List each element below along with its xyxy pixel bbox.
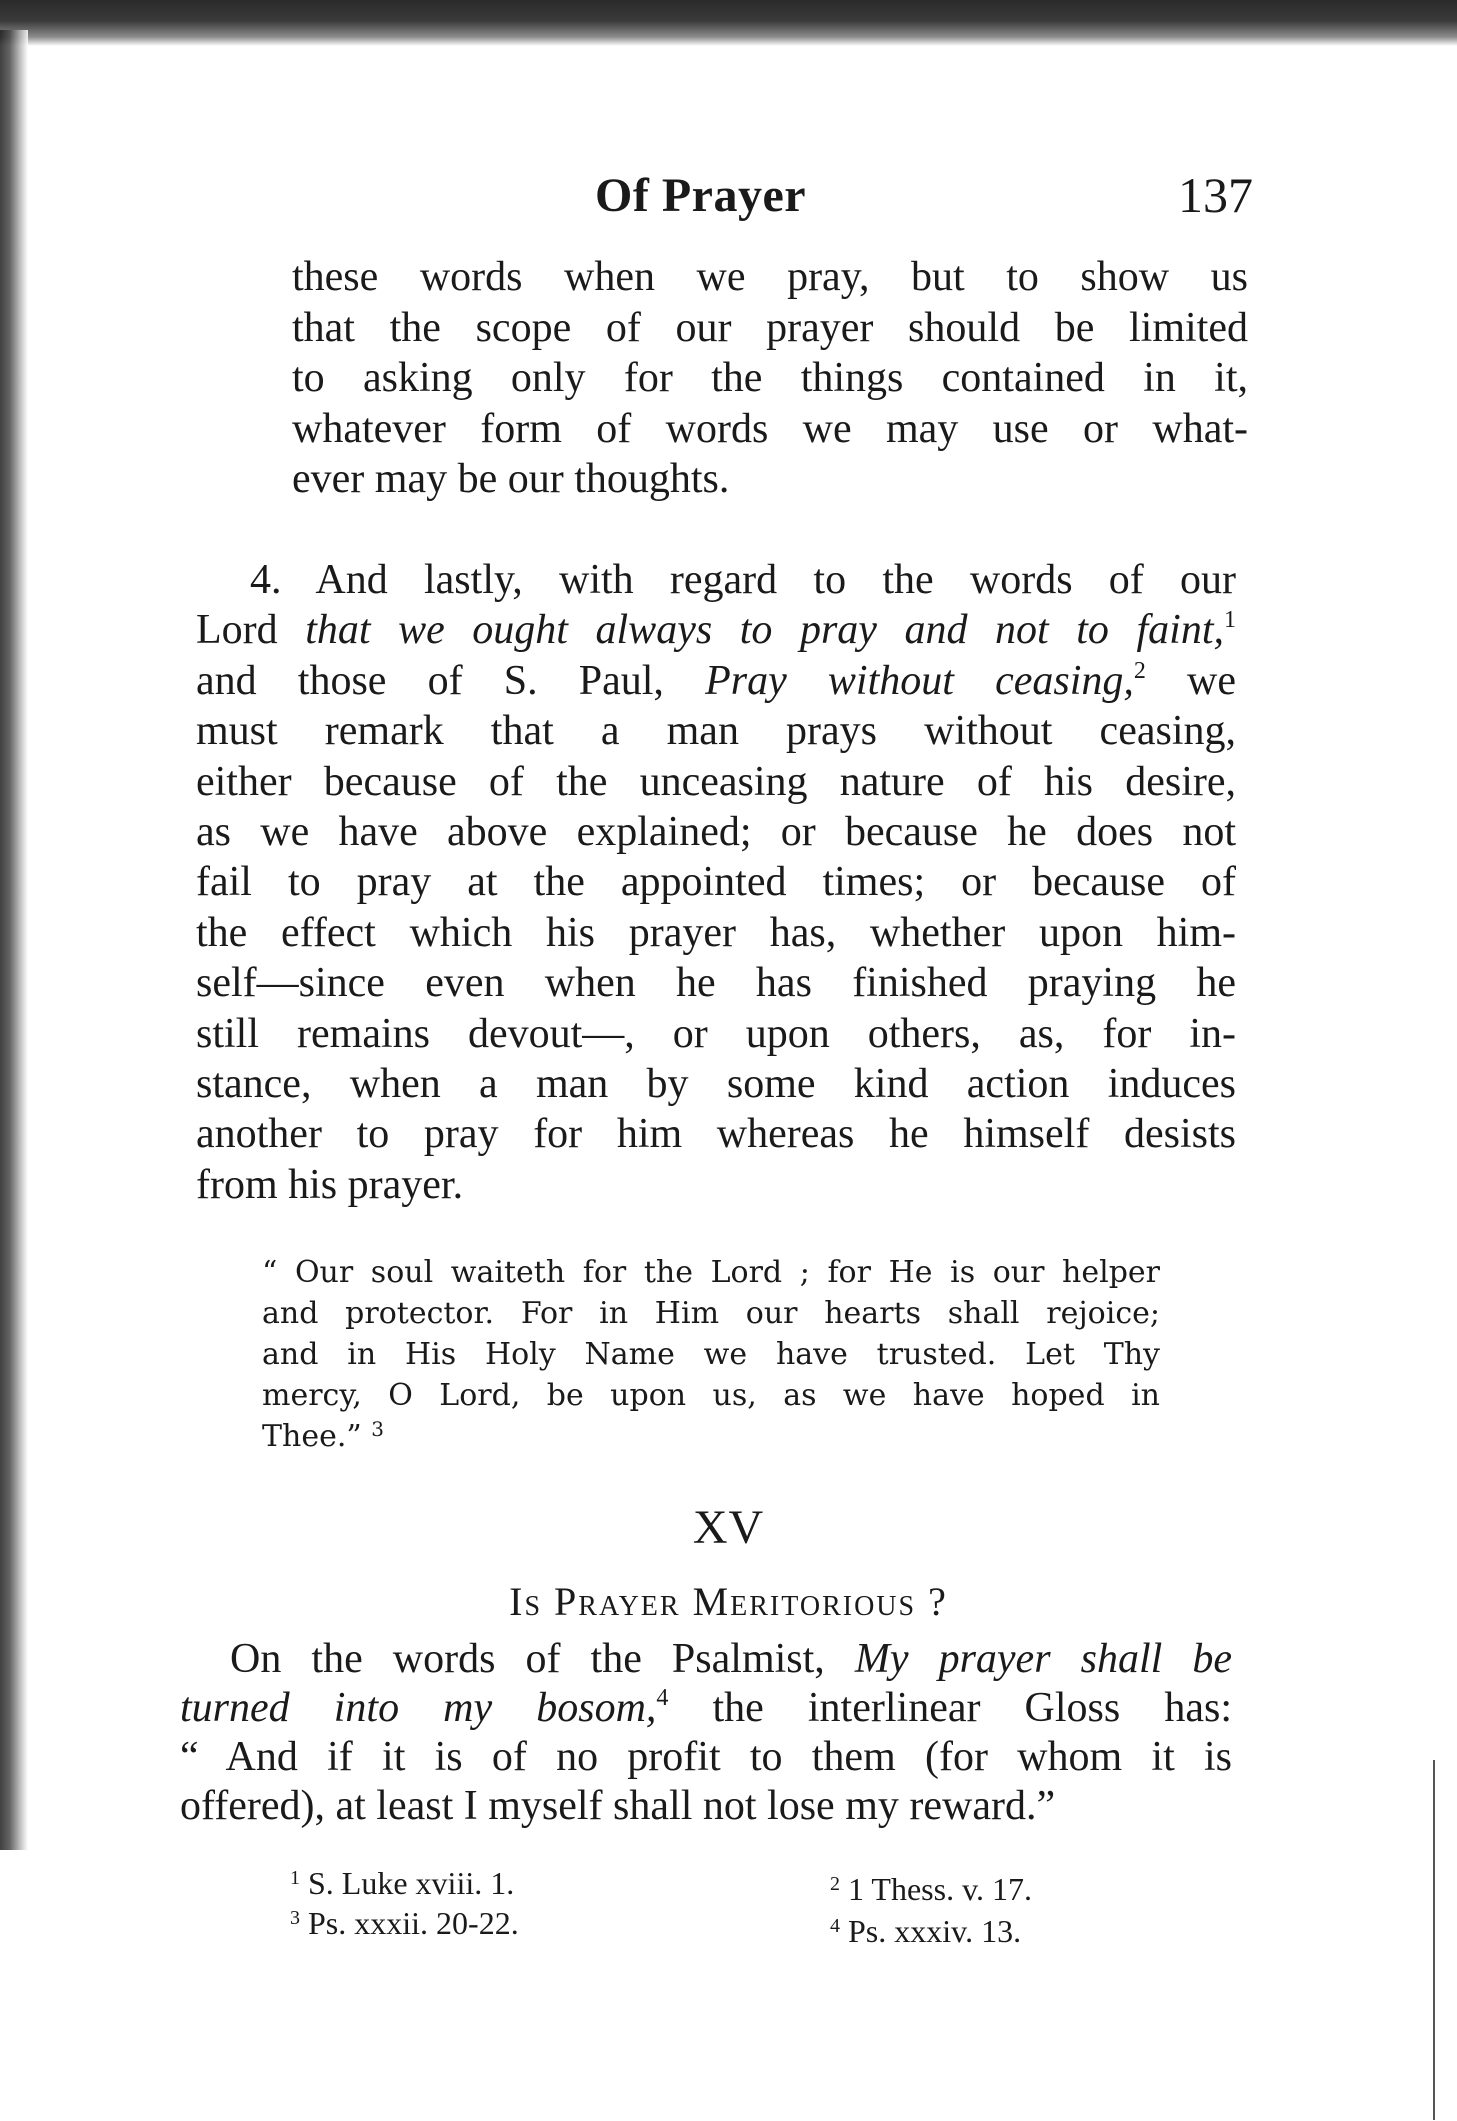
text-span: and those of S. Paul, — [196, 657, 706, 704]
footnote-3 — [290, 1898, 519, 1943]
paragraph-point-four — [196, 555, 1236, 1210]
text-span: we — [1145, 657, 1237, 704]
quote-line: and in His Holy Name we have trusted. Let Thy — [262, 1337, 1160, 1372]
text-line: offered), at least I myself shall not lose my reward.” — [180, 1783, 1056, 1829]
italic-quotation: Pray without ceasing, — [705, 657, 1134, 704]
text-line — [196, 656, 1236, 706]
quote-line: “ Our soul waiteth for the Lord ; for He is our helper — [262, 1255, 1160, 1290]
footnote-ref: 4 — [656, 1685, 669, 1711]
text-span: the interlinear Gloss has: — [668, 1685, 1232, 1731]
text-line: self—since even when he has finished praying he — [196, 960, 1236, 1007]
footnote-number: 2 — [830, 1873, 840, 1895]
section-title: Is Prayer Meritorious ? — [509, 1579, 948, 1624]
paragraph-section-xv — [180, 1635, 1232, 1831]
running-title: Of Prayer — [595, 169, 807, 222]
text-line: stance, when a man by some kind action induces — [196, 1061, 1236, 1108]
footnote-text: 1 Thess. v. 17. — [848, 1871, 1032, 1907]
section-number: XV — [692, 1501, 765, 1554]
footnote-ref: 1 — [1223, 607, 1236, 634]
quote-line: mercy, O Lord, be upon us, as we have hoped in — [262, 1378, 1160, 1413]
text-line: must remark that a man prays without ceasing, — [196, 708, 1236, 755]
footnote-ref: 2 — [1133, 657, 1146, 684]
text-line — [180, 1684, 1232, 1733]
text-line: these words when we pray, but to show us — [292, 254, 1248, 300]
footnotes — [290, 1858, 1150, 1948]
footnote-4 — [830, 1906, 1021, 1951]
text-line — [196, 605, 1236, 655]
text-line: still remains devout—, or upon others, as, for in- — [196, 1010, 1236, 1057]
text-span: Lord — [196, 607, 306, 654]
italic-quotation: that we ought always to pray and not to faint, — [305, 607, 1224, 654]
text-line — [180, 1635, 1232, 1684]
footnote-2 — [830, 1864, 1032, 1909]
text-line: as we have above explained; or because he does not — [196, 809, 1236, 856]
page-number: 137 — [1178, 167, 1253, 223]
text-line: ever may be our thoughts. — [292, 456, 730, 502]
footnote-number: 3 — [290, 1907, 300, 1929]
footnote-number: 1 — [290, 1867, 300, 1889]
footnote-text: S. Luke xviii. 1. — [308, 1865, 515, 1901]
paragraph-continuation — [292, 252, 1248, 505]
text-line: the effect which his prayer has, whether upon him- — [196, 909, 1236, 956]
text-line: from his prayer. — [196, 1161, 464, 1208]
quote-line: and protector. For in Him our hearts shall rejoice; — [262, 1296, 1160, 1331]
footnote-1 — [290, 1858, 514, 1903]
footnote-text: Ps. xxxii. 20-22. — [308, 1905, 519, 1941]
text-line: to asking only for the things contained in it, — [292, 355, 1248, 401]
footnote-ref: 3 — [371, 1417, 384, 1441]
text-line: another to pray for him whereas he himself desists — [196, 1111, 1236, 1158]
text-line: fail to pray at the appointed times; or because of — [196, 859, 1236, 906]
text-line: whatever form of words we may use or what- — [292, 405, 1248, 452]
italic-quotation: turned into my bosom, — [180, 1685, 657, 1731]
text-span: On the words of the Psalmist, — [230, 1636, 855, 1682]
running-header — [0, 168, 1457, 228]
text-span: Thee.” — [262, 1419, 362, 1454]
text-line: that the scope of our prayer should be limited — [292, 304, 1248, 351]
quote-line — [262, 1416, 1160, 1457]
text-line: either because of the unceasing nature of his desire, — [196, 758, 1236, 805]
text-line: 4. And lastly, with regard to the words of our — [250, 557, 1236, 603]
italic-quotation: My prayer shall be — [854, 1636, 1232, 1682]
footnote-number: 4 — [830, 1915, 840, 1937]
text-line: “ And if it is of no profit to them (for whom it is — [180, 1734, 1232, 1780]
footnote-text: Ps. xxxiv. 13. — [848, 1913, 1022, 1949]
psalm-quotation — [262, 1252, 1160, 1457]
